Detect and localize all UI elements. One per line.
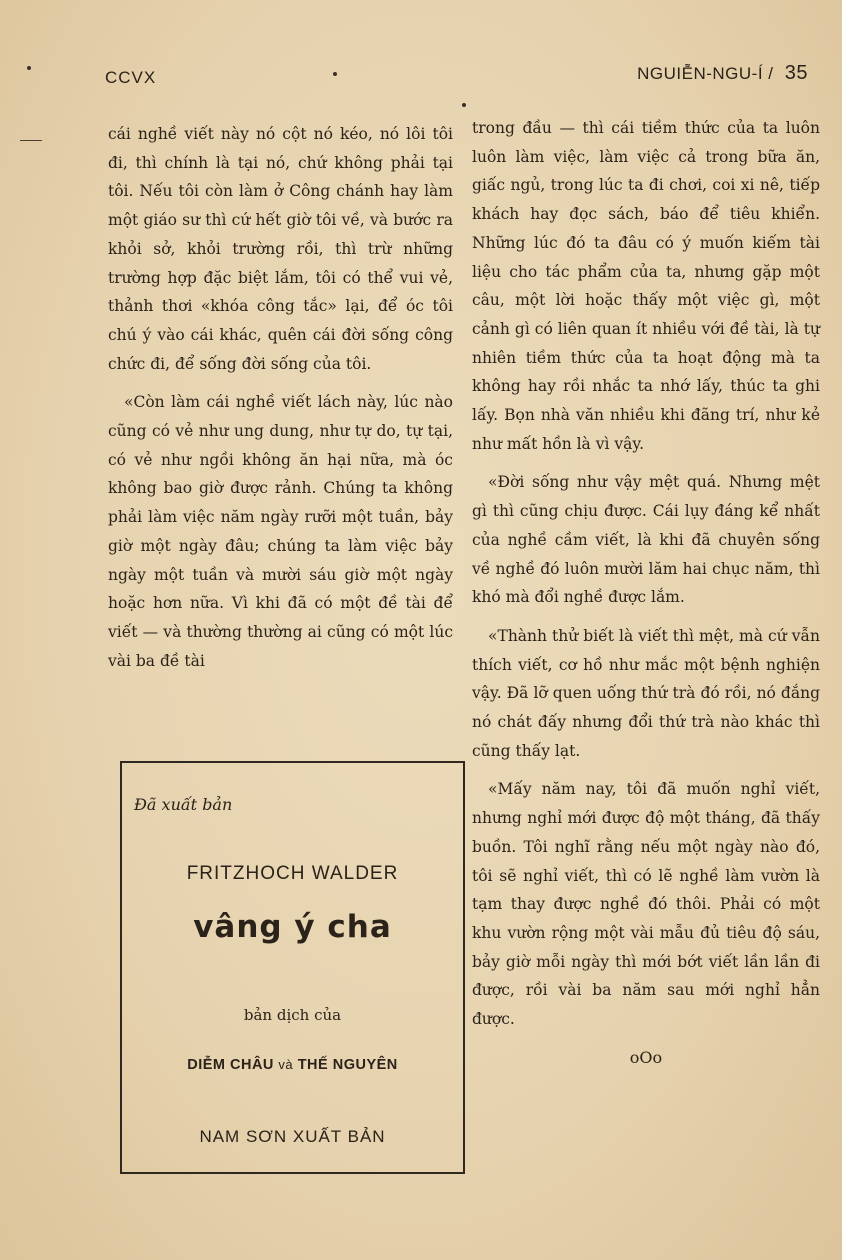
running-head-right — [637, 62, 808, 85]
paragraph: trong đầu — thì cái tiềm thức của ta luôn luôn làm việc, làm việc cả trong bữa ăn, giấc ngủ, trong lúc ta đi chơi, coi xi nê, tiếp khách hay đọc sách, báo để tiêu khiển. Những lúc đó ta đâu có ý muốn kiếm tài liệu cho tác phẩm của ta, nhưng gặp một câu, một lời hoặc thấy một việc gì, một cảnh gì có liên quan ít nhiều với đề tài, là tự nhiên tiềm thức của ta hoạt động mà ta không hay rồi nhắc ta nhớ lấy, thúc ta ghi lấy. Bọn nhà văn nhiều khi đãng trí, như kẻ như mất hồn là vì vậy. — [472, 119, 820, 453]
translator-1: DIỄM CHÂU — [187, 1057, 274, 1073]
right-column — [472, 114, 820, 1073]
author-name: NGUIỄN-NGU-Í / — [637, 64, 774, 83]
paragraph: cái nghề viết này nó cột nó kéo, nó lôi tôi đi, thì chính là tại nó, chứ không phải tại tôi. Nếu tôi còn làm ở Công chánh hay làm một giáo sư thì cứ hết giờ tôi về, và bước ra khỏi sở, khỏi trường rồi, thì trừ những trường hợp đặc biệt lắm, tôi có thể vui vẻ, thảnh thơi «khóa công tắc» lại, để óc tôi chú ý vào cái khác, quên cái đời sống công chức đi, để sống đời sống của tôi. — [108, 125, 453, 373]
ad-translators — [122, 1057, 463, 1073]
paragraph: «Còn làm cái nghề viết lách này, lúc nào cũng có vẻ như ung dung, như tự do, tự tại, có vẻ như ngồi không ăn hại nữa, mà óc không bao giờ được rảnh. Chúng ta không phải làm việc năm ngày rưỡi một tuần, bảy giờ một ngày đâu; chúng ta làm việc bảy ngày một tuần và mười sáu giờ một ngày hoặc hơn nữa. Vì khi đã có một đề tài để viết — và thường thường ai cũng có một lúc vài ba đề tài — [108, 393, 453, 670]
margin-mark — [20, 140, 42, 141]
paragraph: «Đời sống như vậy mệt quá. Nhưng mệt gì thì cũng chịu được. Cái lụy đáng kể nhất của nghề cầm viết, là khi đã chuyên sống về nghề đó luôn mười lăm hai chục năm, thì khó mà đổi nghề được lắm. — [472, 473, 820, 607]
ad-author: FRITZHOCH WALDER — [186, 863, 399, 884]
margin-dot — [27, 66, 31, 70]
paragraph: «Mấy năm nay, tôi đã muốn nghỉ viết, nhưng nghỉ mới được độ một tháng, đã thấy buồn. Tôi nghĩ rằng nếu một ngày nào đó, tôi sẽ nghỉ viết, thì có lẽ nghề làm vườn là tạm thay được nghề đó thôi. Phải có một khu vườn rộng một vài mẫu đủ tiêu độ sáu, bảy giờ mỗi ngày thì mới bớt viết lần lần đi được, rồi vài ba năm sau mới nghỉ hẳn được. — [472, 780, 820, 1029]
ad-book-title: vâng ý cha — [193, 909, 392, 945]
ad-translation-label: bản dịch của — [243, 1006, 342, 1024]
translator-conjunction: và — [278, 1057, 294, 1072]
translator-2: THẾ NGUYÊN — [297, 1057, 398, 1073]
ad-status: Đã xuất bản — [134, 795, 233, 814]
left-column — [108, 120, 453, 685]
ad-publisher: NAM SƠN XUẤT BẢN — [199, 1127, 386, 1146]
page-number: 35 — [784, 62, 808, 84]
section-ornament: oOo — [629, 1047, 663, 1067]
book-advertisement — [120, 761, 465, 1174]
paragraph: «Thành thử biết là viết thì mệt, mà cứ vẫn thích viết, cơ hồ như mắc một bệnh nghiện vậy. Đã lỡ quen uống thứ trà đó rồi, nó đắng nó chát đấy nhưng đổi thứ trà nào khác thì cũng thấy lạt. — [472, 626, 820, 760]
column-dot — [462, 103, 466, 107]
header-dot — [333, 72, 337, 76]
running-head-left: CCVX — [105, 68, 157, 87]
